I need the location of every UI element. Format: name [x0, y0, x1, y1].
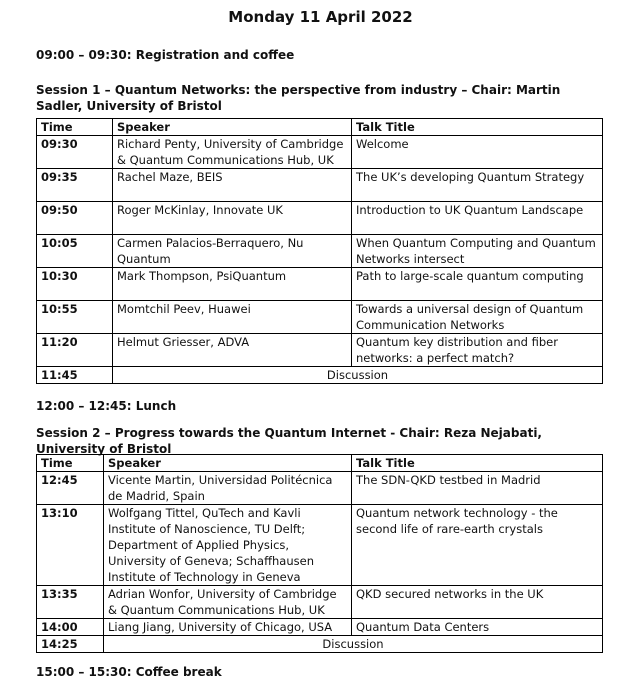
table-header-row: [37, 119, 603, 136]
column-header-talk: Talk Title: [352, 119, 603, 136]
row-talk-title: Towards a universal design of Quantum Communication Networks: [352, 301, 603, 334]
row-time: 13:35: [37, 586, 104, 619]
registration-item: 09:00 – 09:30: Registration and coffee: [36, 48, 295, 62]
row-time: 09:35: [37, 169, 113, 202]
row-time: 13:10: [37, 505, 104, 586]
row-time: 09:30: [37, 136, 113, 169]
row-speaker: Rachel Maze, BEIS: [113, 169, 352, 202]
column-header-talk: Talk Title: [352, 455, 603, 472]
row-speaker: Wolfgang Tittel, QuTech and Kavli Institute of Nanoscience, TU Delft; Department of Applied Physics, University of Geneva; Schaffhausen Institute of Technology in Geneva: [104, 505, 352, 586]
table-header-row: [37, 455, 603, 472]
table-row: [37, 235, 603, 268]
discussion-label: Discussion: [104, 636, 603, 653]
column-header-speaker: Speaker: [104, 455, 352, 472]
row-speaker: Momtchil Peev, Huawei: [113, 301, 352, 334]
table-row: [37, 505, 603, 586]
row-speaker: Roger McKinlay, Innovate UK: [113, 202, 352, 235]
row-time: 14:00: [37, 619, 104, 636]
row-speaker: Vicente Martin, Universidad Politécnica de Madrid, Spain: [104, 472, 352, 505]
row-speaker: Helmut Griesser, ADVA: [113, 334, 352, 367]
row-talk-title: Welcome: [352, 136, 603, 169]
session-2-table: [36, 454, 603, 653]
table-row: [37, 136, 603, 169]
row-time: 10:05: [37, 235, 113, 268]
row-time: 10:55: [37, 301, 113, 334]
row-time: 11:20: [37, 334, 113, 367]
table-row: [37, 301, 603, 334]
discussion-row: [37, 367, 603, 384]
row-speaker: Liang Jiang, University of Chicago, USA: [104, 619, 352, 636]
row-speaker: Carmen Palacios-Berraquero, Nu Quantum: [113, 235, 352, 268]
page-title: Monday 11 April 2022: [228, 8, 413, 26]
row-speaker: Mark Thompson, PsiQuantum: [113, 268, 352, 301]
row-talk-title: QKD secured networks in the UK: [352, 586, 603, 619]
table-row: [37, 268, 603, 301]
table-row: [37, 169, 603, 202]
row-time: 11:45: [37, 367, 113, 384]
row-speaker: Richard Penty, University of Cambridge & Quantum Communications Hub, UK: [113, 136, 352, 169]
row-talk-title: Quantum key distribution and fiber networks: a perfect match?: [352, 334, 603, 367]
column-header-time: Time: [37, 119, 113, 136]
row-speaker: Adrian Wonfor, University of Cambridge & Quantum Communications Hub, UK: [104, 586, 352, 619]
column-header-time: Time: [37, 455, 104, 472]
lunch-item: 12:00 – 12:45: Lunch: [36, 399, 177, 413]
column-header-speaker: Speaker: [113, 119, 352, 136]
table-row: [37, 472, 603, 505]
row-time: 12:45: [37, 472, 104, 505]
discussion-label: Discussion: [113, 367, 603, 384]
table-row: [37, 619, 603, 636]
row-talk-title: Quantum Data Centers: [352, 619, 603, 636]
row-time: 14:25: [37, 636, 104, 653]
session-2-heading: Session 2 – Progress towards the Quantum Internet - Chair: Reza Nejabati, University of Bristol: [36, 426, 542, 456]
row-talk-title: When Quantum Computing and Quantum Networks intersect: [352, 235, 603, 268]
session-1-heading: Session 1 – Quantum Networks: the perspective from industry – Chair: Martin Sadler, University of Bristol: [36, 83, 561, 113]
coffee-break-item: 15:00 – 15:30: Coffee break: [36, 665, 222, 679]
row-talk-title: Quantum network technology - the second life of rare-earth crystals: [352, 505, 603, 586]
table-row: [37, 202, 603, 235]
table-row: [37, 334, 603, 367]
row-talk-title: Introduction to UK Quantum Landscape: [352, 202, 603, 235]
row-time: 09:50: [37, 202, 113, 235]
table-row: [37, 586, 603, 619]
row-talk-title: The UK’s developing Quantum Strategy: [352, 169, 603, 202]
row-talk-title: The SDN-QKD testbed in Madrid: [352, 472, 603, 505]
row-time: 10:30: [37, 268, 113, 301]
discussion-row: [37, 636, 603, 653]
row-talk-title: Path to large-scale quantum computing: [352, 268, 603, 301]
session-1-table: [36, 118, 603, 384]
